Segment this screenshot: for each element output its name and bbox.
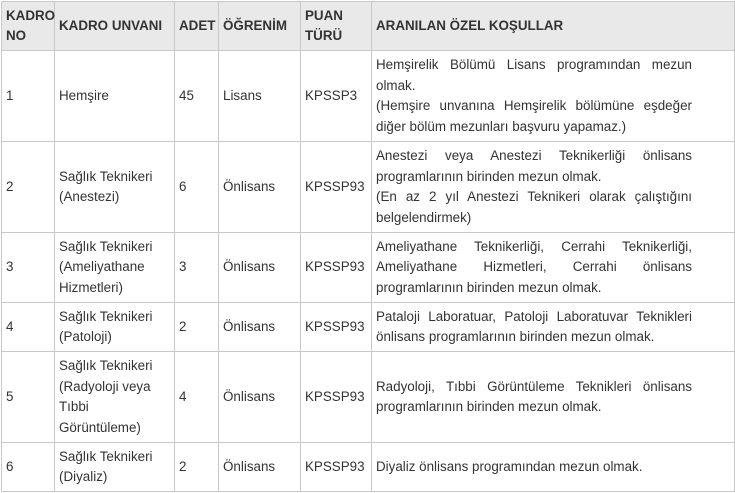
cell-kadro-no: 4 bbox=[2, 303, 55, 352]
table-row bbox=[2, 142, 735, 233]
cell-puan-turu: KPSSP93 bbox=[301, 142, 372, 233]
kosul-line: (Hemşire unvanına Hemşirelik bölümüne eşdeğer diğer bölüm mezunları başvuru yapamaz.) bbox=[376, 98, 692, 134]
kosul-line: (En az 2 yıl Anestezi Teknikeri olarak çalıştığını belgelendirmek) bbox=[376, 189, 692, 225]
cell-ogrenim: Önlisans bbox=[219, 233, 301, 303]
cell-ogrenim: Önlisans bbox=[219, 303, 301, 352]
table-body bbox=[2, 51, 735, 492]
cell-adet: 2 bbox=[175, 443, 219, 492]
header-puan-turu: PUAN TÜRÜ bbox=[301, 2, 372, 51]
cell-ogrenim: Önlisans bbox=[219, 352, 301, 443]
table-row bbox=[2, 233, 735, 303]
cell-kadro-unvani: Sağlık Teknikeri (Anestezi) bbox=[55, 142, 175, 233]
cell-kadro-unvani: Sağlık Teknikeri (Patoloji) bbox=[55, 303, 175, 352]
kosul-line: Radyoloji, Tıbbi Görüntüleme Teknikleri önlisans programlarının birinden mezun olmak. bbox=[376, 378, 692, 414]
table-row bbox=[2, 352, 735, 443]
cell-kosullar bbox=[372, 142, 735, 233]
cell-puan-turu: KPSSP3 bbox=[301, 51, 372, 142]
cell-ogrenim: Önlisans bbox=[219, 142, 301, 233]
cell-adet: 45 bbox=[175, 51, 219, 142]
cell-puan-turu: KPSSP93 bbox=[301, 233, 372, 303]
cell-kadro-no: 6 bbox=[2, 443, 55, 492]
table-row bbox=[2, 51, 735, 142]
table-row bbox=[2, 303, 735, 352]
cell-kadro-no: 2 bbox=[2, 142, 55, 233]
header-row bbox=[2, 2, 735, 51]
header-aranilan-kosullar: ARANILAN ÖZEL KOŞULLAR bbox=[372, 2, 735, 51]
cell-puan-turu: KPSSP93 bbox=[301, 303, 372, 352]
cell-kadro-no: 3 bbox=[2, 233, 55, 303]
header-ogrenim: ÖĞRENİM bbox=[219, 2, 301, 51]
kosul-line: Anestezi veya Anestezi Teknikerliği önlisans programlarının birinden mezun olmak. bbox=[376, 148, 692, 184]
cell-adet: 3 bbox=[175, 233, 219, 303]
cell-kadro-no: 1 bbox=[2, 51, 55, 142]
header-adet: ADET bbox=[175, 2, 219, 51]
kosul-line: Hemşirelik Bölümü Lisans programından mezun olmak. bbox=[376, 57, 692, 93]
cell-adet: 4 bbox=[175, 352, 219, 443]
cell-adet: 6 bbox=[175, 142, 219, 233]
kadro-table bbox=[1, 1, 735, 492]
kosul-line: Pataloji Laboratuar, Patoloji Laboratuvar Teknikleri önlisans programlarının birinden mezun olmak. bbox=[376, 308, 692, 344]
cell-kadro-unvani: Sağlık Teknikeri (Radyoloji veya Tıbbi Görüntüleme) bbox=[55, 352, 175, 443]
kosul-line: Ameliyathane Teknikerliği, Cerrahi Teknikerliği, Ameliyathane Hizmetleri, Cerrahi önlisans programlarının birinden mezun olmak. bbox=[376, 238, 692, 295]
cell-kosullar bbox=[372, 233, 735, 303]
cell-kadro-unvani: Sağlık Teknikeri (Diyaliz) bbox=[55, 443, 175, 492]
cell-kosullar bbox=[372, 352, 735, 443]
kosul-line: Diyaliz önlisans programından mezun olmak. bbox=[376, 458, 643, 474]
cell-kosullar bbox=[372, 303, 735, 352]
header-kadro-no: KADRO NO bbox=[2, 2, 55, 51]
cell-kadro-unvani: Hemşire bbox=[55, 51, 175, 142]
table-row bbox=[2, 443, 735, 492]
cell-ogrenim: Lisans bbox=[219, 51, 301, 142]
cell-ogrenim: Önlisans bbox=[219, 443, 301, 492]
cell-kosullar bbox=[372, 443, 735, 492]
cell-puan-turu: KPSSP93 bbox=[301, 443, 372, 492]
cell-adet: 2 bbox=[175, 303, 219, 352]
cell-kadro-unvani: Sağlık Teknikeri (Ameliyathane Hizmetleri) bbox=[55, 233, 175, 303]
table-header bbox=[2, 2, 735, 51]
cell-kadro-no: 5 bbox=[2, 352, 55, 443]
header-kadro-unvani: KADRO UNVANI bbox=[55, 2, 175, 51]
cell-kosullar bbox=[372, 51, 735, 142]
cell-puan-turu: KPSSP93 bbox=[301, 352, 372, 443]
